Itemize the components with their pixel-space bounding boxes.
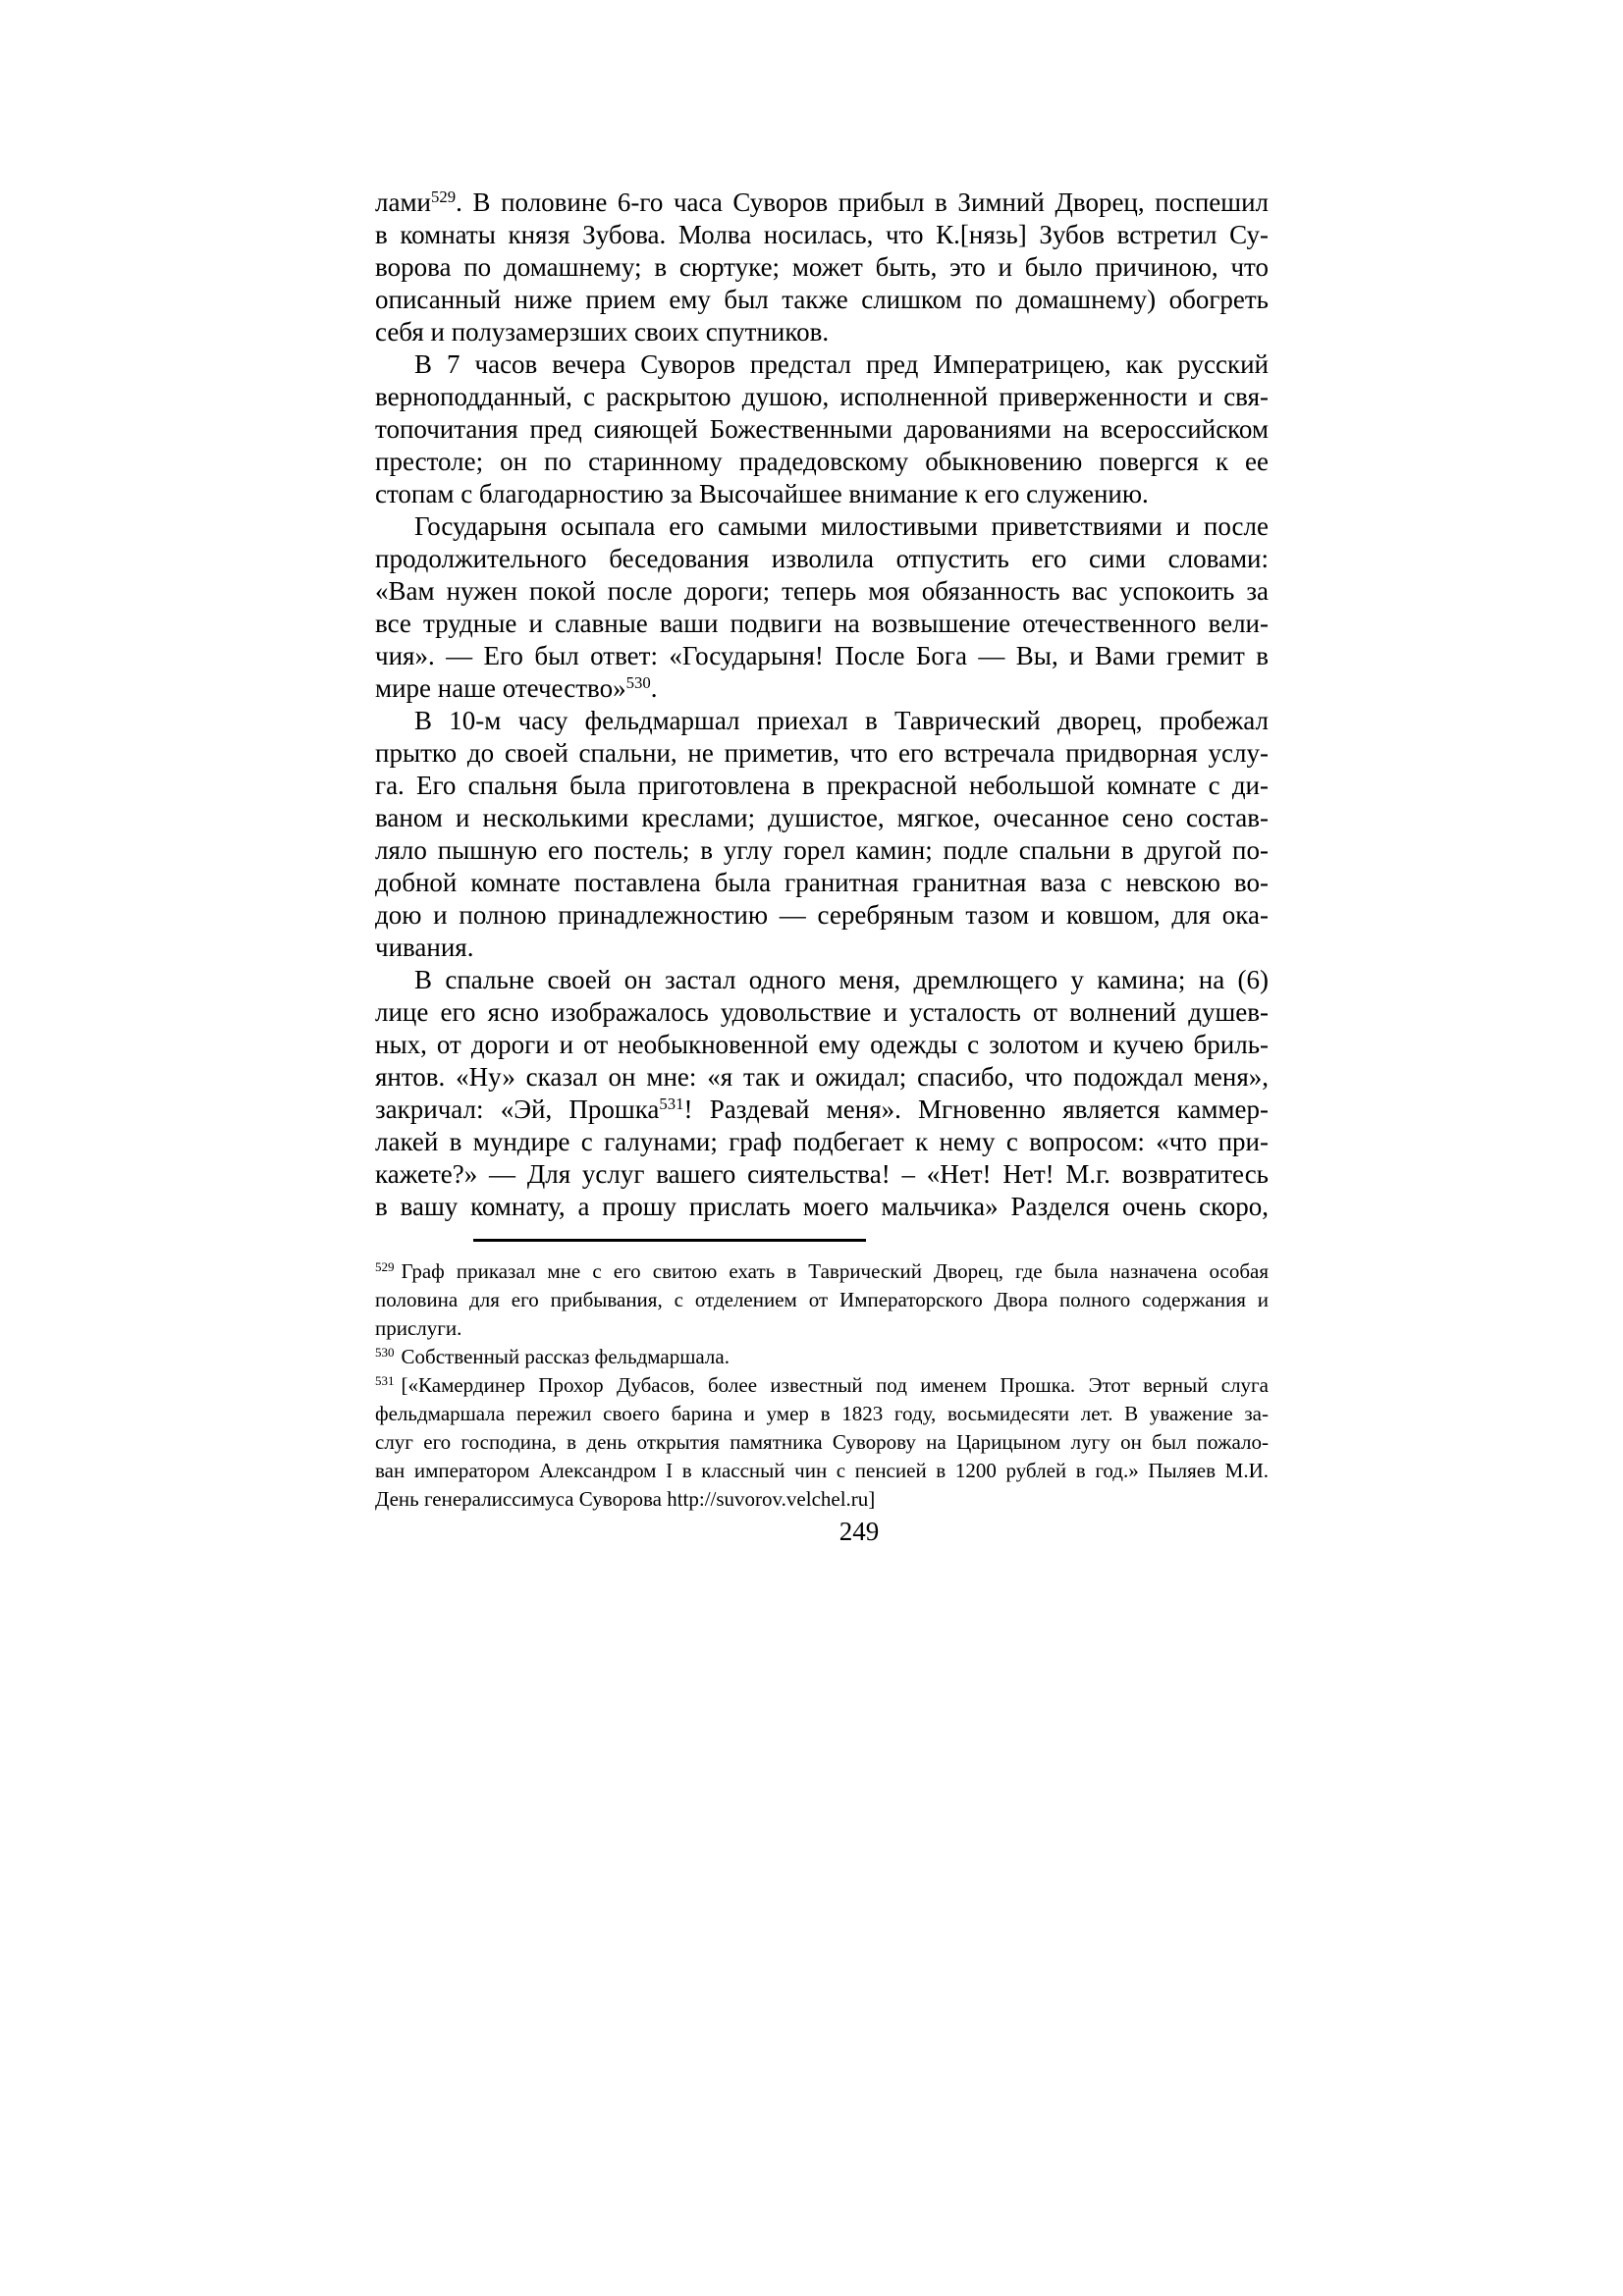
text-run: янтов. «Ну» сказал он мне: «я так и ожидал; спасибо, что подождал меня», <box>375 1062 1269 1092</box>
text-run: в вашу комнату, а прошу прислать моего мальчика» Разделся очень скоро, <box>375 1192 1269 1221</box>
text-run: День генералиссимуса Суворова http://suvorov.velchel.ru] <box>375 1487 876 1511</box>
text-run: . В половине 6-го часа Суворов прибыл в Зимний Дворец, поспешил <box>456 187 1269 217</box>
footnote-number: 530 <box>375 1344 395 1360</box>
text-line <box>375 284 1269 316</box>
text-line <box>375 1457 1269 1485</box>
text-line <box>375 413 1269 446</box>
text-run: ляло пышную его постель; в углу горел камин; подле спальни в другой по- <box>375 835 1269 865</box>
text-run: В 10-м часу фельдмаршал приехал в Таврический дворец, пробежал <box>414 706 1269 735</box>
footnote-ref: 531 <box>659 1094 684 1113</box>
text-run: Граф приказал мне с его свитою ехать в Таврический Дворец, где была назначена особая <box>401 1259 1269 1283</box>
text-run: кажете?» — Для услуг вашего сиятельства! – «Нет! Нет! М.г. возвратитесь <box>375 1159 1269 1189</box>
footnote-529 <box>375 1257 1269 1343</box>
text-run: ворова по домашнему; в сюртуке; может быть, это и было причиною, что <box>375 252 1269 282</box>
text-run: престоле; он по старинному прадедовскому обыкновению повергся к ее <box>375 447 1269 476</box>
text-run: ван императором Александром I в классный чин с пенсией в 1200 рублей в год.» Пыляев М.И. <box>375 1459 1269 1482</box>
text-line <box>375 932 1269 964</box>
text-run: закричал: «Эй, Прошка <box>375 1095 660 1124</box>
text-run: ных, от дороги и от необыкновенной ему одежды с золотом и кучею бриль- <box>375 1030 1269 1059</box>
text-line <box>375 834 1269 867</box>
footnote-ref: 530 <box>625 672 651 692</box>
text-run: ваном и несколькими креслами; душистое, мягкое, очесанное сено состав- <box>375 803 1269 832</box>
text-run: . <box>650 673 658 703</box>
text-run: мире наше отечество» <box>375 673 626 703</box>
text-line <box>375 251 1269 284</box>
text-line <box>375 1029 1269 1061</box>
text-run: дою и полною принадлежностию — серебряным тазом и ковшом, для ока- <box>375 900 1269 930</box>
text-run: га. Его спальня была приготовлена в прекрасной небольшой комнате с ди- <box>375 771 1269 800</box>
text-run: прислуги. <box>375 1316 462 1340</box>
text-line <box>375 348 1269 381</box>
text-line <box>375 705 1269 737</box>
body-text <box>375 187 1269 1223</box>
text-line <box>375 1158 1269 1191</box>
text-run: описанный ниже прием ему был также слишком по домашнему) обогреть <box>375 285 1269 314</box>
text-run: половина для его прибывания, с отделением от Императорского Двора полного содержания и <box>375 1288 1269 1311</box>
text-run: прытко до своей спальни, не приметив, что его встречала придворная услу- <box>375 738 1269 768</box>
text-run: «Вам нужен покой после дороги; теперь моя обязанность вас успокоить за <box>375 576 1269 606</box>
text-line <box>375 1126 1269 1158</box>
paragraph <box>375 510 1269 705</box>
text-line <box>375 1400 1269 1428</box>
text-line <box>375 770 1269 802</box>
text-run: чивания. <box>375 933 474 962</box>
text-line <box>375 1257 1269 1286</box>
text-line <box>375 1094 1269 1126</box>
text-line <box>375 543 1269 575</box>
text-line <box>375 899 1269 932</box>
text-line <box>375 219 1269 251</box>
text-run: лами <box>375 187 431 217</box>
text-line <box>375 510 1269 543</box>
text-line <box>375 1286 1269 1314</box>
text-line <box>375 478 1269 510</box>
text-line <box>375 1343 1269 1371</box>
text-line <box>375 1061 1269 1094</box>
footnote-531 <box>375 1371 1269 1514</box>
text-line <box>375 1314 1269 1343</box>
page-number: 249 <box>839 1517 880 1546</box>
text-run: фельдмаршала пережил своего барина и умер в 1823 году, восьмидесяти лет. В уважение за- <box>375 1402 1269 1425</box>
footnote-number: 529 <box>375 1258 395 1274</box>
text-run: стопам с благодарностию за Высочайшее внимание к его служению. <box>375 479 1149 508</box>
paragraph <box>375 187 1269 348</box>
text-run: Государыня осыпала его самыми милостивыми приветствиями и после <box>414 511 1269 541</box>
text-line <box>375 446 1269 478</box>
paragraph <box>375 348 1269 510</box>
text-line <box>375 1371 1269 1400</box>
text-run: В 7 часов вечера Суворов предстал пред Императрицею, как русский <box>414 349 1269 379</box>
text-run: топочитания пред сияющей Божественными дарованиями на всероссийском <box>375 414 1269 444</box>
text-line <box>375 575 1269 608</box>
text-run: [«Камердинер Прохор Дубасов, более известный под именем Прошка. Этот верный слуга <box>401 1373 1269 1397</box>
text-run: все трудные и славные ваши подвиги на возвышение отечественного вели- <box>375 609 1269 638</box>
text-line <box>375 187 1269 219</box>
text-run: ! Раздевай меня». Мгновенно является каммер- <box>683 1095 1269 1124</box>
text-run: лице его ясно изображалось удовольствие и усталость от волнений душев- <box>375 997 1269 1027</box>
text-run: Собственный рассказ фельдмаршала. <box>401 1345 730 1368</box>
text-run: лакей в мундире с галунами; граф подбегает к нему с вопросом: «что при- <box>375 1127 1269 1156</box>
text-run: добной комнате поставлена была гранитная гранитная ваза с невскою во- <box>375 868 1269 897</box>
text-line <box>375 802 1269 834</box>
footnote-ref: 529 <box>431 187 457 206</box>
text-line <box>375 381 1269 413</box>
text-run: чия». — Его был ответ: «Государыня! После Бога — Вы, и Вами гремит в <box>375 641 1269 670</box>
paragraph <box>375 964 1269 1223</box>
footnote-separator <box>473 1239 866 1242</box>
text-line <box>375 964 1269 996</box>
text-line <box>375 996 1269 1029</box>
paragraph <box>375 705 1269 964</box>
text-line <box>375 608 1269 640</box>
text-run: продолжительного беседования изволила отпустить его сими словами: <box>375 544 1269 573</box>
text-line <box>375 1428 1269 1457</box>
text-run: в комнаты князя Зубова. Молва носилась, что К.[нязь] Зубов встретил Су- <box>375 220 1269 249</box>
text-run: себя и полузамерзших своих спутников. <box>375 317 830 347</box>
text-run: верноподданный, с раскрытою душою, исполненной приверженности и свя- <box>375 382 1269 411</box>
footnote-530 <box>375 1343 1269 1371</box>
footnotes-section <box>375 1257 1269 1514</box>
text-line <box>375 867 1269 899</box>
text-run: слуг его господина, в день открытия памятника Суворову на Царицыном лугу он был пожало- <box>375 1430 1269 1454</box>
text-run: В спальне своей он застал одного меня, дремлющего у камина; на (6) <box>414 965 1269 994</box>
text-line <box>375 1191 1269 1223</box>
footnote-number: 531 <box>375 1372 395 1388</box>
text-line <box>375 640 1269 672</box>
text-line <box>375 316 1269 348</box>
text-line <box>375 1485 1269 1514</box>
text-line <box>375 672 1269 705</box>
text-line <box>375 737 1269 770</box>
